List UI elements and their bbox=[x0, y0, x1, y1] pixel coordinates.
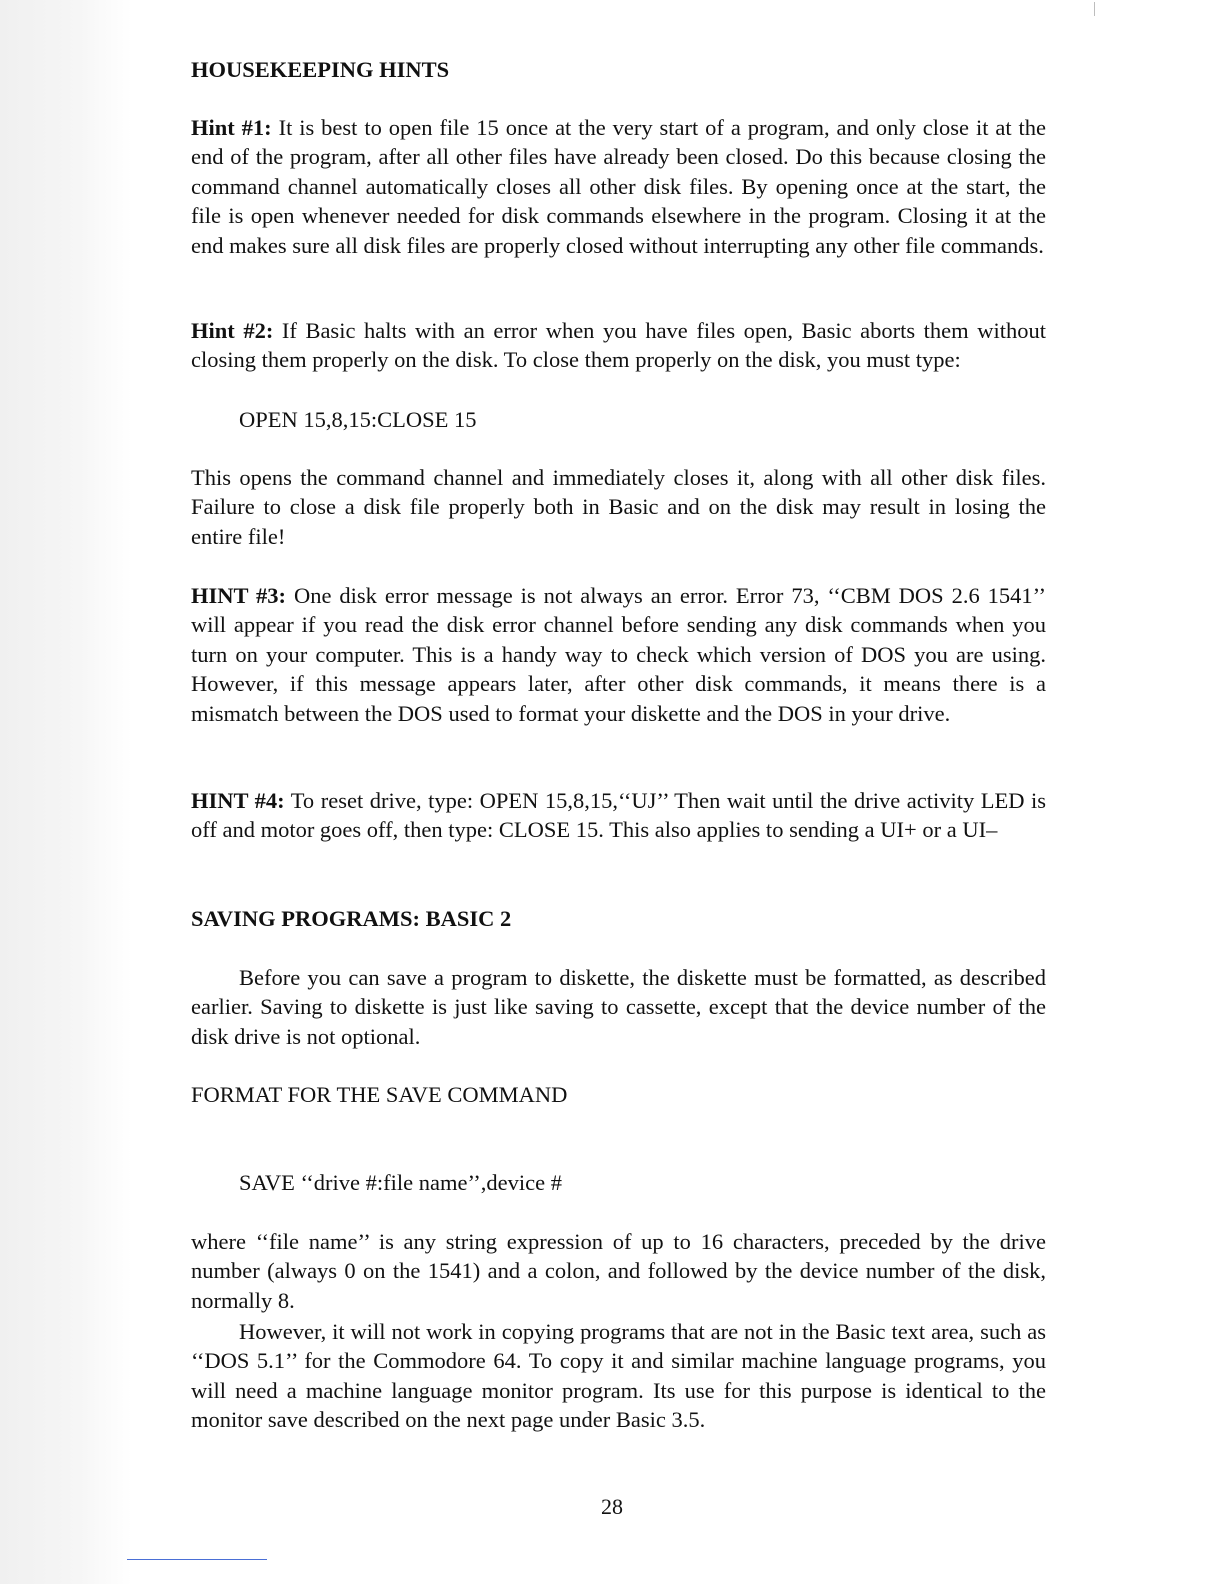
hint-1-paragraph bbox=[191, 113, 1046, 260]
hint-4-text: To reset drive, type: OPEN 15,8,15,‘‘UJ’’ Then wait until the drive activity LED is off and motor goes off, then type: CLOSE 15. This also applies to sending a UI+ or a UI– bbox=[191, 788, 1046, 843]
saving-intro-paragraph: Before you can save a program to diskette, the diskette must be formatted, as described earlier. Saving to diskette is just like saving to cassette, except that the device number of the disk drive is not optional. bbox=[191, 965, 1046, 1049]
hint-1-label: Hint #1: bbox=[191, 115, 272, 140]
hint-2-followup: This opens the command channel and immediately closes it, along with all other disk files. Failure to close a disk file properly both in Basic and on the disk may result in losing the entire file! bbox=[191, 465, 1046, 549]
housekeeping-heading: HOUSEKEEPING HINTS bbox=[191, 57, 450, 82]
save-format-heading: FORMAT FOR THE SAVE COMMAND bbox=[191, 1082, 568, 1107]
save-syntax: SAVE ‘‘drive #:file name’’,device # bbox=[239, 1170, 563, 1195]
hint-1-text: It is best to open file 15 once at the very start of a program, and only close it at the end of the program, after all other files have already been closed. Do this because closing the command channel automatically closes all other disk files. By opening once at the start, the file is open whenever needed for disk commands elsewhere in the program. Closing it at the end makes sure all disk files are properly closed without interrupting any other file commands. bbox=[191, 115, 1046, 258]
hint-2-text: If Basic halts with an error when you have files open, Basic aborts them without closing them properly on the disk. To close them properly on the disk, you must type: bbox=[191, 318, 1046, 373]
scan-mark bbox=[1094, 2, 1095, 16]
scan-shadow bbox=[0, 0, 132, 1584]
hint-3-text: One disk error message is not always an error. Error 73, ‘‘CBM DOS 2.6 1541’’ will appear if you read the disk error channel before sending any disk commands when you turn on your computer. This is a handy way to check which version of DOS you are using. However, if this message appears later, after other disk commands, it means there is a mismatch between the DOS used to format your diskette and the DOS in your drive. bbox=[191, 583, 1046, 726]
hint-3-paragraph bbox=[191, 581, 1046, 728]
hint-4-paragraph bbox=[191, 786, 1046, 845]
hint-2-paragraph bbox=[191, 316, 1046, 375]
hint-2-command: OPEN 15,8,15:CLOSE 15 bbox=[239, 407, 477, 432]
hint-2-label: Hint #2: bbox=[191, 318, 274, 343]
hint-3-label: HINT #3: bbox=[191, 583, 287, 608]
page-number: 28 bbox=[601, 1494, 623, 1519]
file-name-explanation: where ‘‘file name’’ is any string expression of up to 16 characters, preceded by the drive number (always 0 on the 1541) and a colon, and followed by the device number of the disk, normally 8. bbox=[191, 1229, 1046, 1313]
hint-4-label: HINT #4: bbox=[191, 788, 285, 813]
saving-programs-heading: SAVING PROGRAMS: BASIC 2 bbox=[191, 906, 512, 931]
scan-edge-line bbox=[127, 1559, 267, 1560]
machine-language-paragraph: However, it will not work in copying programs that are not in the Basic text area, such as ‘‘DOS 5.1’’ for the Commodore 64. To copy it and similar machine language programs, you will need a machine language monitor program. Its use for this purpose is identical to the monitor save described on the next page under Basic 3.5. bbox=[191, 1319, 1046, 1433]
